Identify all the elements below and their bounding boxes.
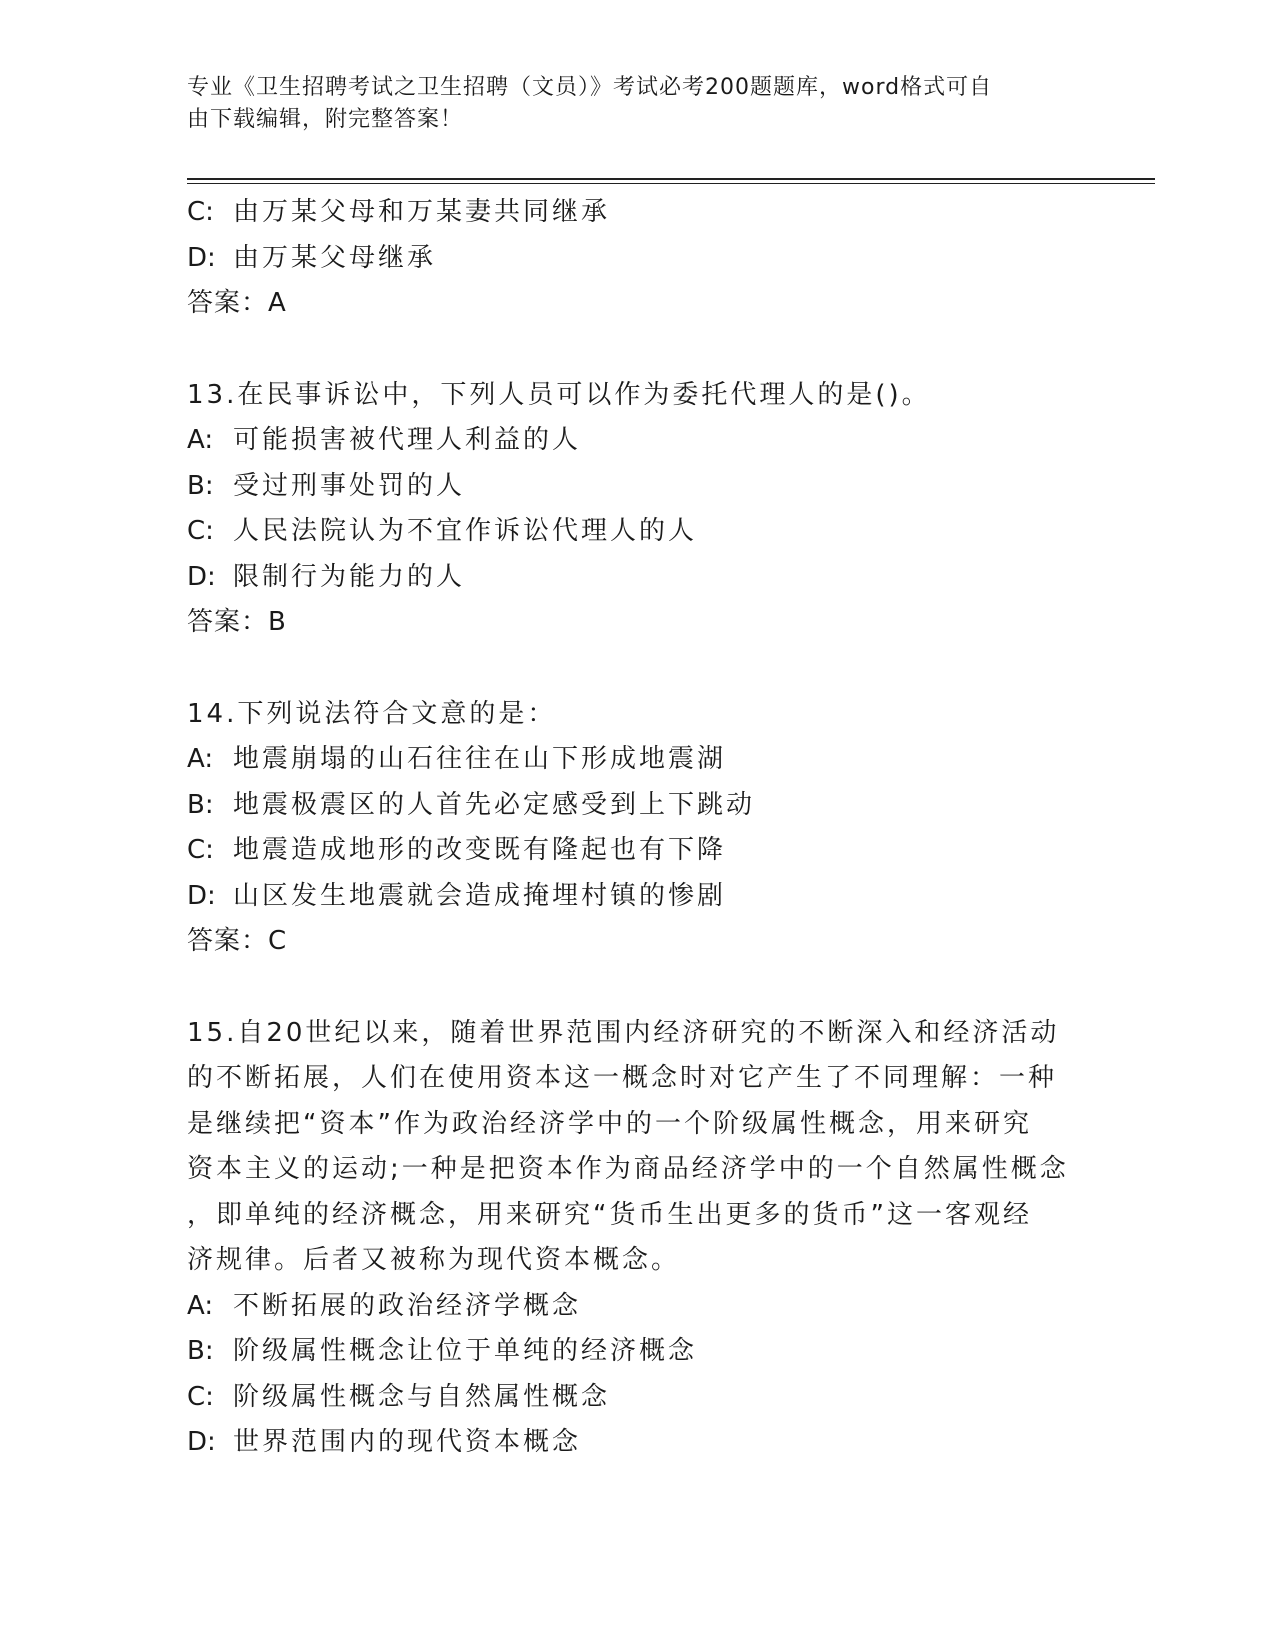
stem-line: 的不断拓展，人们在使用资本这一概念时对它产生了不同理解：一种 bbox=[187, 1063, 1058, 1093]
option-label: A: bbox=[187, 425, 214, 455]
option-label: A: bbox=[187, 744, 214, 774]
option-label: C: bbox=[187, 835, 214, 865]
option-text: 由万某父母和万某妻共同继承 bbox=[233, 197, 611, 227]
stem-line: 15.自20世纪以来，随着世界范围内经济研究的不断深入和经济活动 bbox=[187, 1017, 1060, 1048]
option-label: C: bbox=[187, 1381, 214, 1412]
header-divider-thin bbox=[187, 183, 1155, 184]
answer-line: 答案：A bbox=[187, 288, 287, 318]
option-text: 人民法院认为不宜作诉讼代理人的人 bbox=[233, 516, 698, 546]
question-stem: 13.在民事诉讼中，下列人员可以作为委托代理人的是()。 bbox=[187, 379, 931, 410]
option-c bbox=[187, 828, 1087, 874]
option-d bbox=[187, 874, 1087, 920]
option-label: D: bbox=[187, 880, 216, 911]
option-label: D: bbox=[187, 242, 216, 273]
answer-line: 答案：C bbox=[187, 926, 288, 956]
option-text: 世界范围内的现代资本概念 bbox=[233, 1427, 582, 1457]
option-a bbox=[187, 418, 1087, 464]
option-label: D: bbox=[187, 1427, 216, 1457]
option-b bbox=[187, 1329, 1087, 1375]
question-stem: 14.下列说法符合文意的是： bbox=[187, 698, 557, 729]
option-c bbox=[187, 509, 1087, 555]
option-text: 受过刑事处罚的人 bbox=[233, 470, 466, 501]
option-text: 可能损害被代理人利益的人 bbox=[233, 425, 582, 455]
option-text: 不断拓展的政治经济学概念 bbox=[233, 1290, 582, 1321]
question-13 bbox=[187, 373, 1087, 646]
option-text: 地震造成地形的改变既有隆起也有下降 bbox=[233, 835, 727, 865]
option-label: D: bbox=[187, 561, 216, 592]
stem-line: ，即单纯的经济概念，用来研究“货币生出更多的货币”这一客观经 bbox=[187, 1199, 1032, 1230]
option-label: B: bbox=[187, 1336, 214, 1366]
option-label: C: bbox=[187, 516, 214, 546]
question-stem bbox=[187, 1011, 1087, 1284]
option-text: 由万某父母继承 bbox=[233, 242, 437, 273]
option-d bbox=[187, 555, 1087, 601]
header-line-1: 专业《卫生招聘考试之卫生招聘（文员）》考试必考200题题库，word格式可自 bbox=[187, 75, 993, 100]
document-header bbox=[187, 72, 1087, 136]
option-d bbox=[187, 236, 1087, 282]
option-b bbox=[187, 783, 1087, 829]
option-a bbox=[187, 1284, 1087, 1330]
stem-line: 是继续把“资本”作为政治经济学中的一个阶级属性概念，用来研究 bbox=[187, 1108, 1032, 1139]
option-text: 阶级属性概念让位于单纯的经济概念 bbox=[233, 1336, 698, 1366]
question-12-continued bbox=[187, 190, 1087, 327]
stem-line: 资本主义的运动;一种是把资本作为商品经济学中的一个自然属性概念 bbox=[187, 1154, 1069, 1184]
option-label: B: bbox=[187, 789, 214, 820]
option-a bbox=[187, 737, 1087, 783]
question-15 bbox=[187, 1011, 1087, 1466]
option-label: C: bbox=[187, 197, 214, 227]
option-c bbox=[187, 1375, 1087, 1421]
question-content bbox=[187, 190, 1087, 1466]
option-label: B: bbox=[187, 470, 214, 501]
option-b bbox=[187, 464, 1087, 510]
option-text: 限制行为能力的人 bbox=[233, 561, 466, 592]
option-d bbox=[187, 1420, 1087, 1466]
header-divider-thick bbox=[187, 178, 1155, 180]
stem-line: 济规律。后者又被称为现代资本概念。 bbox=[187, 1245, 681, 1275]
option-label: A: bbox=[187, 1290, 214, 1321]
answer-line: 答案：B bbox=[187, 607, 287, 637]
option-text: 地震极震区的人首先必定感受到上下跳动 bbox=[233, 789, 756, 820]
question-14 bbox=[187, 692, 1087, 965]
option-text: 阶级属性概念与自然属性概念 bbox=[233, 1381, 611, 1412]
header-line-2: 由下载编辑，附完整答案！ bbox=[187, 107, 464, 132]
option-c bbox=[187, 190, 1087, 236]
option-text: 地震崩塌的山石往往在山下形成地震湖 bbox=[233, 744, 727, 774]
option-text: 山区发生地震就会造成掩埋村镇的惨剧 bbox=[233, 880, 727, 911]
